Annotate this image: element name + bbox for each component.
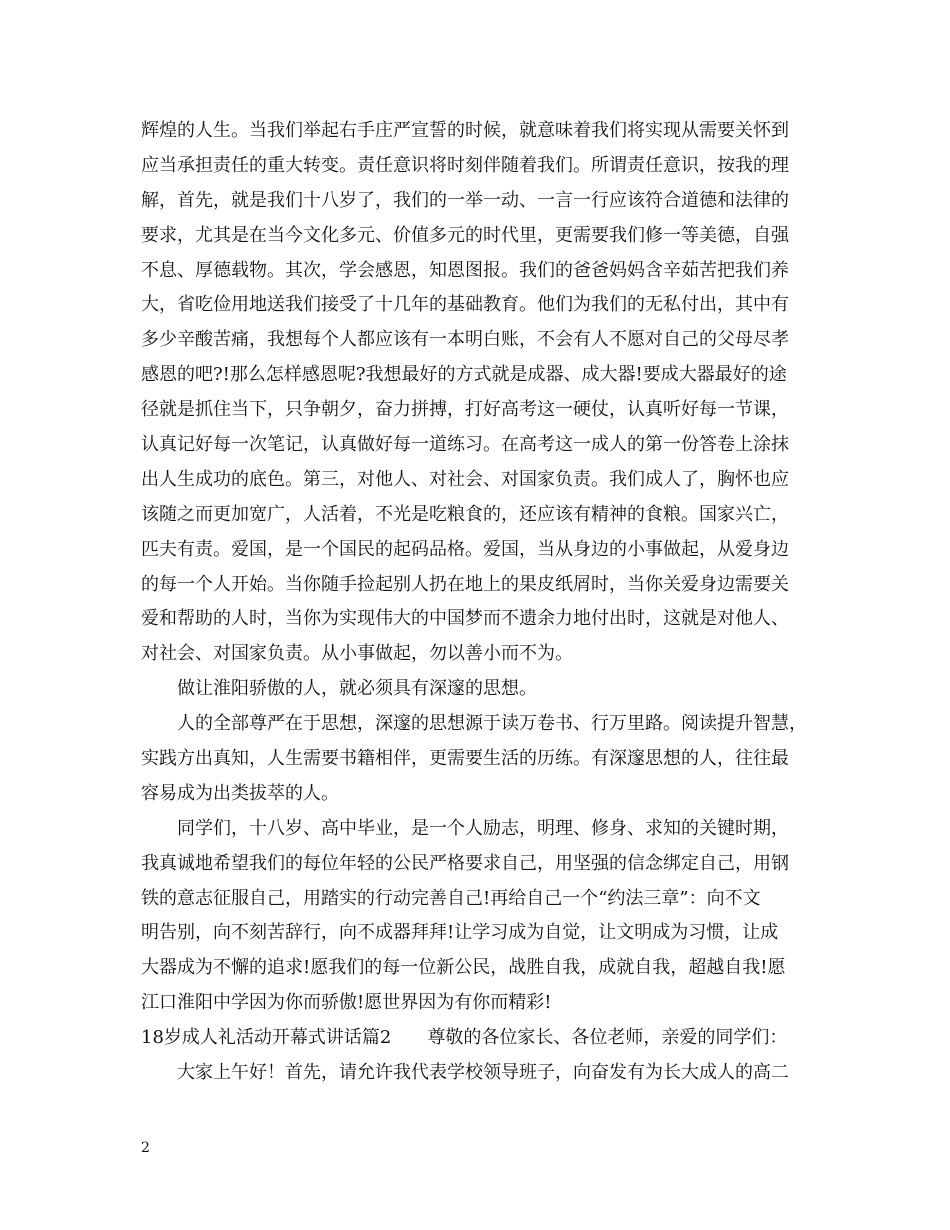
text-line: 出人生成功的底色。第三，对他人、对社会、对国家负责。我们成人了，胸怀也应 [141,468,789,490]
text-line: 径就是抓住当下，只争朝夕，奋力拼搏，打好高考这一硬仗，认真听好每一节课， [141,399,789,421]
paragraph-heading: 做让淮阳骄傲的人，就必须具有深邃的思想。 [177,678,537,700]
text-line: 铁的意志征服自己，用踏实的行动完善自己!再给自己一个“约法三章”：向不文 [141,887,761,909]
text-line: 要求，尤其是在当今文化多元、价值多元的时代里，更需要我们修一等美德，自强 [141,224,789,246]
text-line: 应当承担责任的重大转变。责任意识将时刻伴随着我们。所谓责任意识，按我的理 [141,154,789,176]
text-line: 对社会、对国家负责。从小事做起，勿以善小而不为。 [141,643,573,665]
text-line: 容易成为出类拔萃的人。 [141,782,339,804]
section-title-line: 18岁成人礼活动开幕式讲话篇2 尊敬的各位家长、各位老师，亲爱的同学们： [141,1027,788,1049]
text-line: 的每一个人开始。当你随手捡起别人扔在地上的果皮纸屑时，当你关爱身边需要关 [141,573,789,595]
text-line: 同学们，十八岁、高中毕业，是一个人励志，明理、修身、求知的关键时期， [177,817,789,839]
text-line: 明告别，向不刻苦辞行，向不成器拜拜!让学习成为自觉，让文明成为习惯，让成 [141,922,779,944]
text-line: 人的全部尊严在于思想，深邃的思想源于读万卷书、行万里路。阅读提升智慧， [177,713,807,735]
text-line: 大，省吃俭用地送我们接受了十几年的基础教育。他们为我们的无私付出，其中有 [141,294,789,316]
page-number: 2 [141,1140,150,1156]
text-line: 多少辛酸苦痛，我想每个人都应该有一本明白账，不会有人不愿对自己的父母尽孝 [141,329,789,351]
document-body [141,114,811,1091]
text-line: 我真诚地希望我们的每位年轻的公民严格要求自己，用坚强的信念绑定自己，用钢 [141,852,789,874]
text-line: 感恩的吧?!那么怎样感恩呢?我想最好的方式就是成器、成大器!要成大器最好的途 [141,364,787,386]
text-line: 解，首先，就是我们十八岁了，我们的一举一动、一言一行应该符合道德和法律的 [141,189,789,211]
text-line: 匹夫有责。爱国，是一个国民的起码品格。爱国，当从身边的小事做起，从爱身边 [141,538,789,560]
text-line: 认真记好每一次笔记，认真做好每一道练习。在高考这一成人的第一份答卷上涂抹 [141,434,789,456]
text-line: 爱和帮助的人时，当你为实现伟大的中国梦而不遗余力地付出时，这就是对他人、 [141,608,789,630]
text-line: 大器成为不懈的追求!愿我们的每一位新公民，战胜自我，成就自我，超越自我!愿 [141,957,786,979]
text-line: 辉煌的人生。当我们举起右手庄严宣誓的时候，就意味着我们将实现从需要关怀到 [141,120,789,141]
text-line: 该随之而更加宽广，人活着，不光是吃粮食的，还应该有精神的食粮。国家兴亡， [141,503,789,525]
text-line: 不息、厚德载物。其次，学会感恩，知恩图报。我们的爸爸妈妈含辛茹苦把我们养 [141,259,789,281]
text-line: 江口淮阳中学因为你而骄傲!愿世界因为有你而精彩! [141,992,552,1014]
text-line: 大家上午好！首先，请允许我代表学校领导班子，向奋发有为长大成人的高二 [177,1062,789,1084]
text-line: 实践方出真知，人生需要书籍相伴，更需要生活的历练。有深邃思想的人，往往最 [141,748,789,770]
